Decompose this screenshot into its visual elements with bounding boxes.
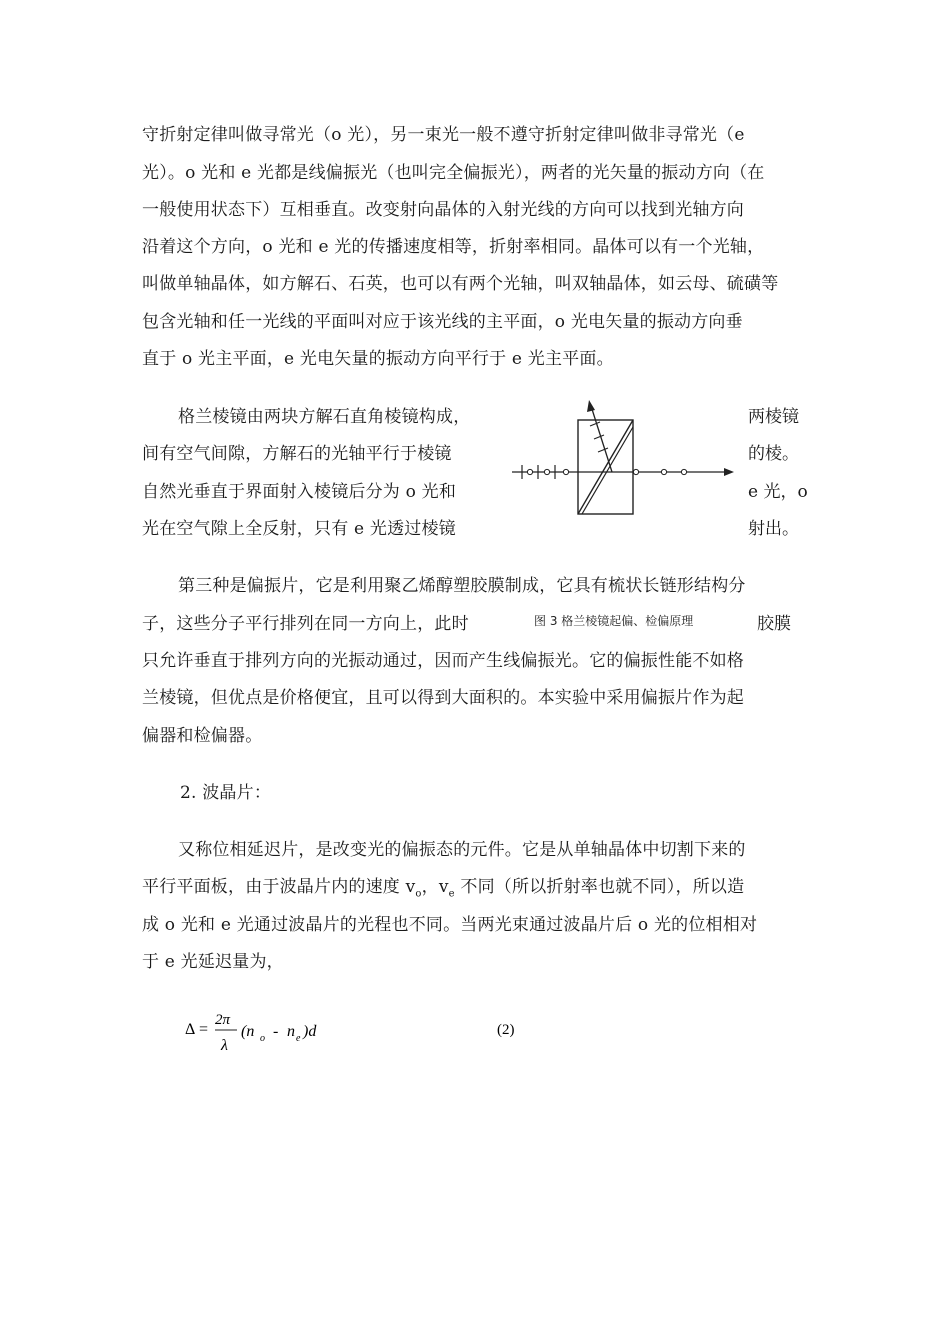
- formula-numerator: 2π: [215, 1012, 231, 1028]
- text-line: 自然光垂直于界面射入棱镜后分为 o 光和: [142, 482, 457, 502]
- text-line: 直于 o 光主平面，e 光电矢量的振动方向平行于 e 光主平面。: [142, 349, 614, 369]
- text-line: 包含光轴和任一光线的平面叫对应于该光线的主平面，o 光电矢量的振动方向垂: [142, 312, 743, 332]
- text-line: 于 e 光延迟量为，: [142, 952, 284, 972]
- tick-mark: [598, 448, 608, 452]
- beam-arrowhead: [724, 468, 734, 476]
- formula-lparen-n: (n: [241, 1023, 255, 1040]
- text-line-right: 的棱。: [748, 444, 799, 464]
- dot-mark: [633, 469, 638, 474]
- text-line: 成 o 光和 e 光通过波晶片的光程也不同。当两光束通过波晶片后 o 光的位相相对: [142, 915, 758, 935]
- text-line-right: 射出。: [748, 519, 799, 539]
- formula-n2: n: [287, 1023, 295, 1040]
- prism-diagonal-1: [578, 420, 633, 514]
- subscript: e: [448, 888, 455, 900]
- text-line: 兰棱镜，但优点是价格便宜，且可以得到大面积的。本实验中采用偏振片作为起: [142, 688, 744, 708]
- text-line: 守折射定律叫做寻常光（o 光），另一束光一般不遵守折射定律叫做非寻常光（e: [142, 125, 745, 145]
- section-heading: 2. 波晶片：: [180, 783, 272, 803]
- text-line: 格兰棱镜由两块方解石直角棱镜构成，: [178, 407, 471, 427]
- glan-prism-figure: [508, 398, 738, 528]
- formula-sub-o: o: [260, 1033, 265, 1044]
- text-line: 子，这些分子平行排列在同一方向上，此时: [142, 614, 469, 634]
- text-line: 第三种是偏振片，它是利用聚乙烯醇塑胶膜制成，它具有梳状长链形结构分: [178, 576, 746, 596]
- text-line: 只允许垂直于排列方向的光振动通过，因而产生线偏振光。它的偏振性能不如格: [142, 651, 744, 671]
- text-segment: 不同（所以折射率也就不同），所以造: [454, 877, 745, 897]
- dot-mark: [527, 469, 532, 474]
- prism-diagonal-2: [582, 427, 633, 514]
- text-line: 光在空气隙上全反射，只有 e 光透过棱镜: [142, 519, 456, 539]
- text-line: 一般使用状态下）互相垂直。改变射向晶体的入射光线的方向可以找到光轴方向: [142, 200, 744, 220]
- text-line: 光）。o 光和 e 光都是线偏振光（也叫完全偏振光），两者的光矢量的振动方向（在: [142, 163, 765, 183]
- text-line: 沿着这个方向，o 光和 e 光的传播速度相等，折射率相同。晶体可以有一个光轴，: [142, 237, 765, 257]
- text-line: 间有空气间隙，方解石的光轴平行于棱镜: [142, 444, 452, 464]
- text-line: 又称位相延迟片，是改变光的偏振态的元件。它是从单轴晶体中切割下来的: [178, 840, 746, 860]
- text-line-right: e 光，o: [748, 482, 808, 502]
- dot-mark: [661, 469, 666, 474]
- formula-delta: Δ: [185, 1021, 196, 1038]
- text-segment: 平行平面板，由于波晶片内的速度 v: [142, 877, 416, 897]
- dot-mark: [681, 469, 686, 474]
- formula-2: [185, 1010, 545, 1070]
- dot-mark: [563, 469, 568, 474]
- text-line: 偏器和检偏器。: [142, 726, 263, 746]
- subscript: o: [415, 888, 422, 900]
- reflected-arrowhead: [587, 400, 595, 412]
- text-segment: ，v: [421, 877, 449, 897]
- tick-mark: [590, 422, 600, 426]
- equation-number: (2): [497, 1022, 515, 1038]
- formula-minus: -: [273, 1023, 279, 1040]
- figure-caption: 图 3 格兰棱镜起偏、检偏原理: [534, 614, 694, 628]
- formula-sub-e: e: [296, 1033, 301, 1044]
- formula-rparen-d: )d: [303, 1023, 317, 1040]
- dot-mark: [544, 469, 549, 474]
- tick-mark: [594, 435, 604, 439]
- text-line: [142, 877, 744, 904]
- text-line-right: 胶膜: [757, 614, 791, 634]
- text-line-right: 两棱镜: [748, 407, 799, 427]
- formula-equals: =: [199, 1021, 209, 1038]
- text-line: 叫做单轴晶体，如方解石、石英，也可以有两个光轴，叫双轴晶体，如云母、硫磺等: [142, 274, 779, 294]
- formula-denominator: λ: [221, 1037, 228, 1054]
